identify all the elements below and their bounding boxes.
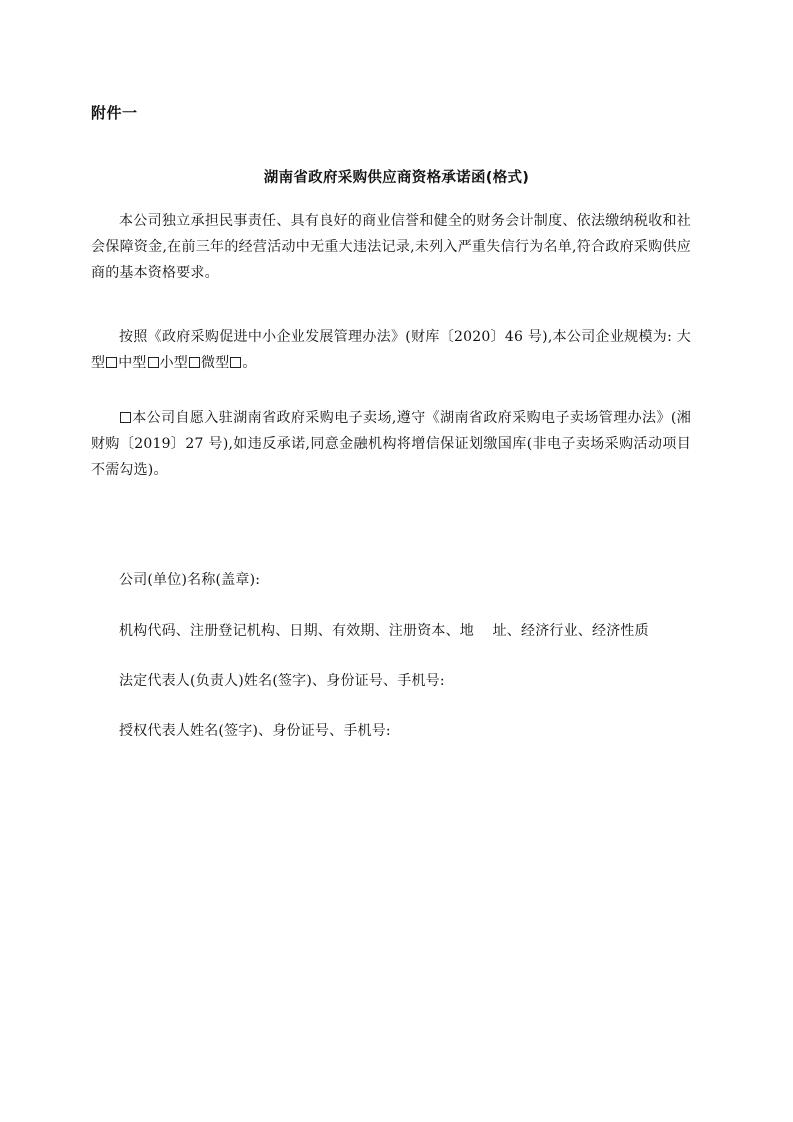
- org-info-field: 机构代码、注册登记机构、日期、有效期、注册资本、地 址、经济行业、经济性质: [119, 623, 649, 639]
- size-option-micro: 微型: [201, 355, 242, 371]
- enterprise-size-text: 按照《政府采购促进中小企业发展管理办法》(财库〔2020〕46 号),本公司企业规模为:: [119, 329, 677, 345]
- size-medium-checkbox[interactable]: [148, 357, 159, 368]
- e-mall-paragraph: [91, 405, 691, 483]
- legal-rep-field: 法定代表人(负责人)姓名(签字)、身份证号、手机号:: [119, 673, 445, 689]
- document-title: 湖南省政府采购供应商资格承诺函(格式): [263, 170, 530, 186]
- e-mall-text: 本公司自愿入驻湖南省政府采购电子卖场,遵守《湖南省政府采购电子卖场管理办法》(湘财购〔2019〕27 号),如违反承诺,同意金融机构将增信保证划缴国库(非电子卖场采购活动项目不需勾选)。: [91, 410, 691, 478]
- size-micro-checkbox[interactable]: [230, 357, 241, 368]
- size-option-large: 大型: [91, 329, 691, 371]
- enterprise-size-paragraph: [91, 324, 691, 376]
- attachment-label: 附件一: [91, 104, 138, 122]
- authorized-rep-field: 授权代表人姓名(签字)、身份证号、手机号:: [119, 723, 391, 739]
- qualification-paragraph: 本公司独立承担民事责任、具有良好的商业信誉和健全的财务会计制度、依法缴纳税收和社会保障资金,在前三年的经营活动中无重大违法记录,未列入严重失信行为名单,符合政府采购供应商的基本资格要求。: [91, 213, 691, 281]
- e-mall-checkbox[interactable]: [120, 412, 131, 423]
- paragraph-end: 。: [242, 355, 257, 371]
- size-small-checkbox[interactable]: [189, 357, 200, 368]
- company-name-field: 公司(单位)名称(盖章):: [119, 572, 261, 588]
- size-large-checkbox[interactable]: [106, 357, 117, 368]
- size-option-medium: 中型: [118, 355, 159, 371]
- size-option-small: 小型: [160, 355, 201, 371]
